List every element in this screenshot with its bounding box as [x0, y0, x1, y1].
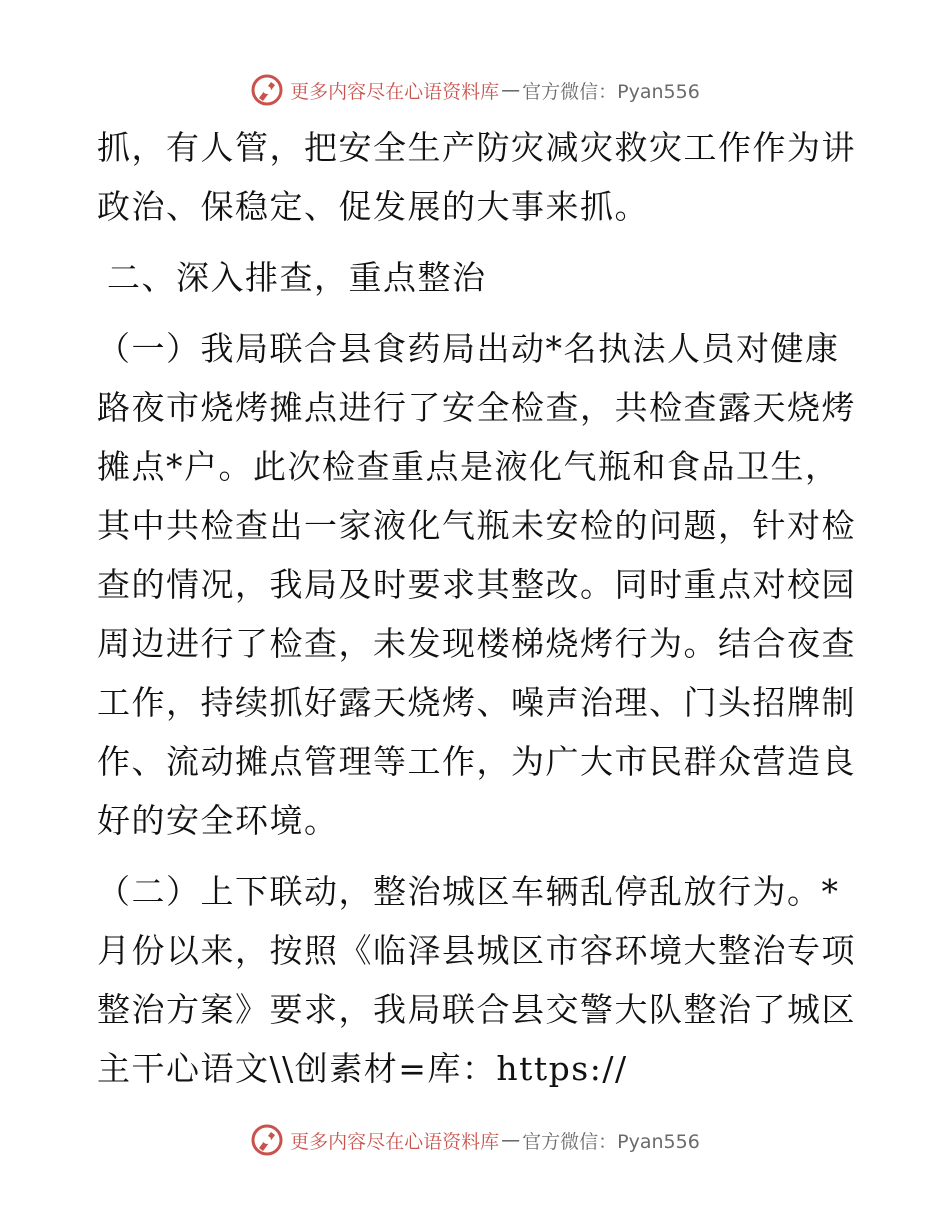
watermark-text: 更多内容尽在心语资料库 [290, 80, 500, 103]
text-line: 政治、保稳定、促发展的大事来抓。 [97, 187, 649, 226]
watermark-contact: 官方微信：Pyan556 [522, 1130, 700, 1153]
watermark-banner-top [0, 70, 950, 110]
paragraph-1 [97, 118, 857, 236]
watermark-banner-bottom [0, 1120, 950, 1160]
paragraph-3 [97, 862, 857, 1098]
paragraph-2 [97, 319, 857, 850]
watermark-contact: 官方微信：Pyan556 [522, 80, 700, 103]
text-line: 查的情况，我局及时要求其整改。同时重点对校园 [97, 565, 856, 604]
watermark-separator: — [501, 79, 521, 101]
text-line: 作、流动摊点管理等工作，为广大市民群众营造良 [97, 742, 856, 781]
text-line: 整治方案》要求，我局联合县交警大队整治了城区 [97, 990, 856, 1029]
text-line: 好的安全环境。 [97, 801, 339, 840]
text-line: （一）我局联合县食药局出动*名执法人员对健康 [97, 329, 840, 368]
text-line: 抓，有人管，把安全生产防灾减灾救灾工作作为讲 [97, 128, 856, 167]
logo-icon [250, 1123, 284, 1157]
watermark-separator: — [501, 1129, 521, 1151]
logo-icon [250, 73, 284, 107]
text-line: 其中共检查出一家液化气瓶未安检的问题，针对检 [97, 506, 856, 545]
watermark-text: 更多内容尽在心语资料库 [290, 1130, 500, 1153]
text-line: 路夜市烧烤摊点进行了安全检查，共检查露天烧烤 [97, 388, 856, 427]
text-line: 月份以来，按照《临泽县城区市容环境大整治专项 [97, 931, 856, 970]
text-line: 主干心语文\\创素材=库：https:// [97, 1049, 628, 1088]
section-heading: 二、深入排查，重点整治 [107, 258, 487, 297]
text-line: 摊点*户。此次检查重点是液化气瓶和食品卫生， [97, 447, 840, 486]
text-line: 周边进行了检查，未发现楼梯烧烤行为。结合夜查 [97, 624, 856, 663]
text-line: （二）上下联动，整治城区车辆乱停乱放行为。* [97, 872, 840, 911]
text-line: 工作，持续抓好露天烧烤、噪声治理、门头招牌制 [97, 683, 856, 722]
document-body [97, 118, 857, 1098]
